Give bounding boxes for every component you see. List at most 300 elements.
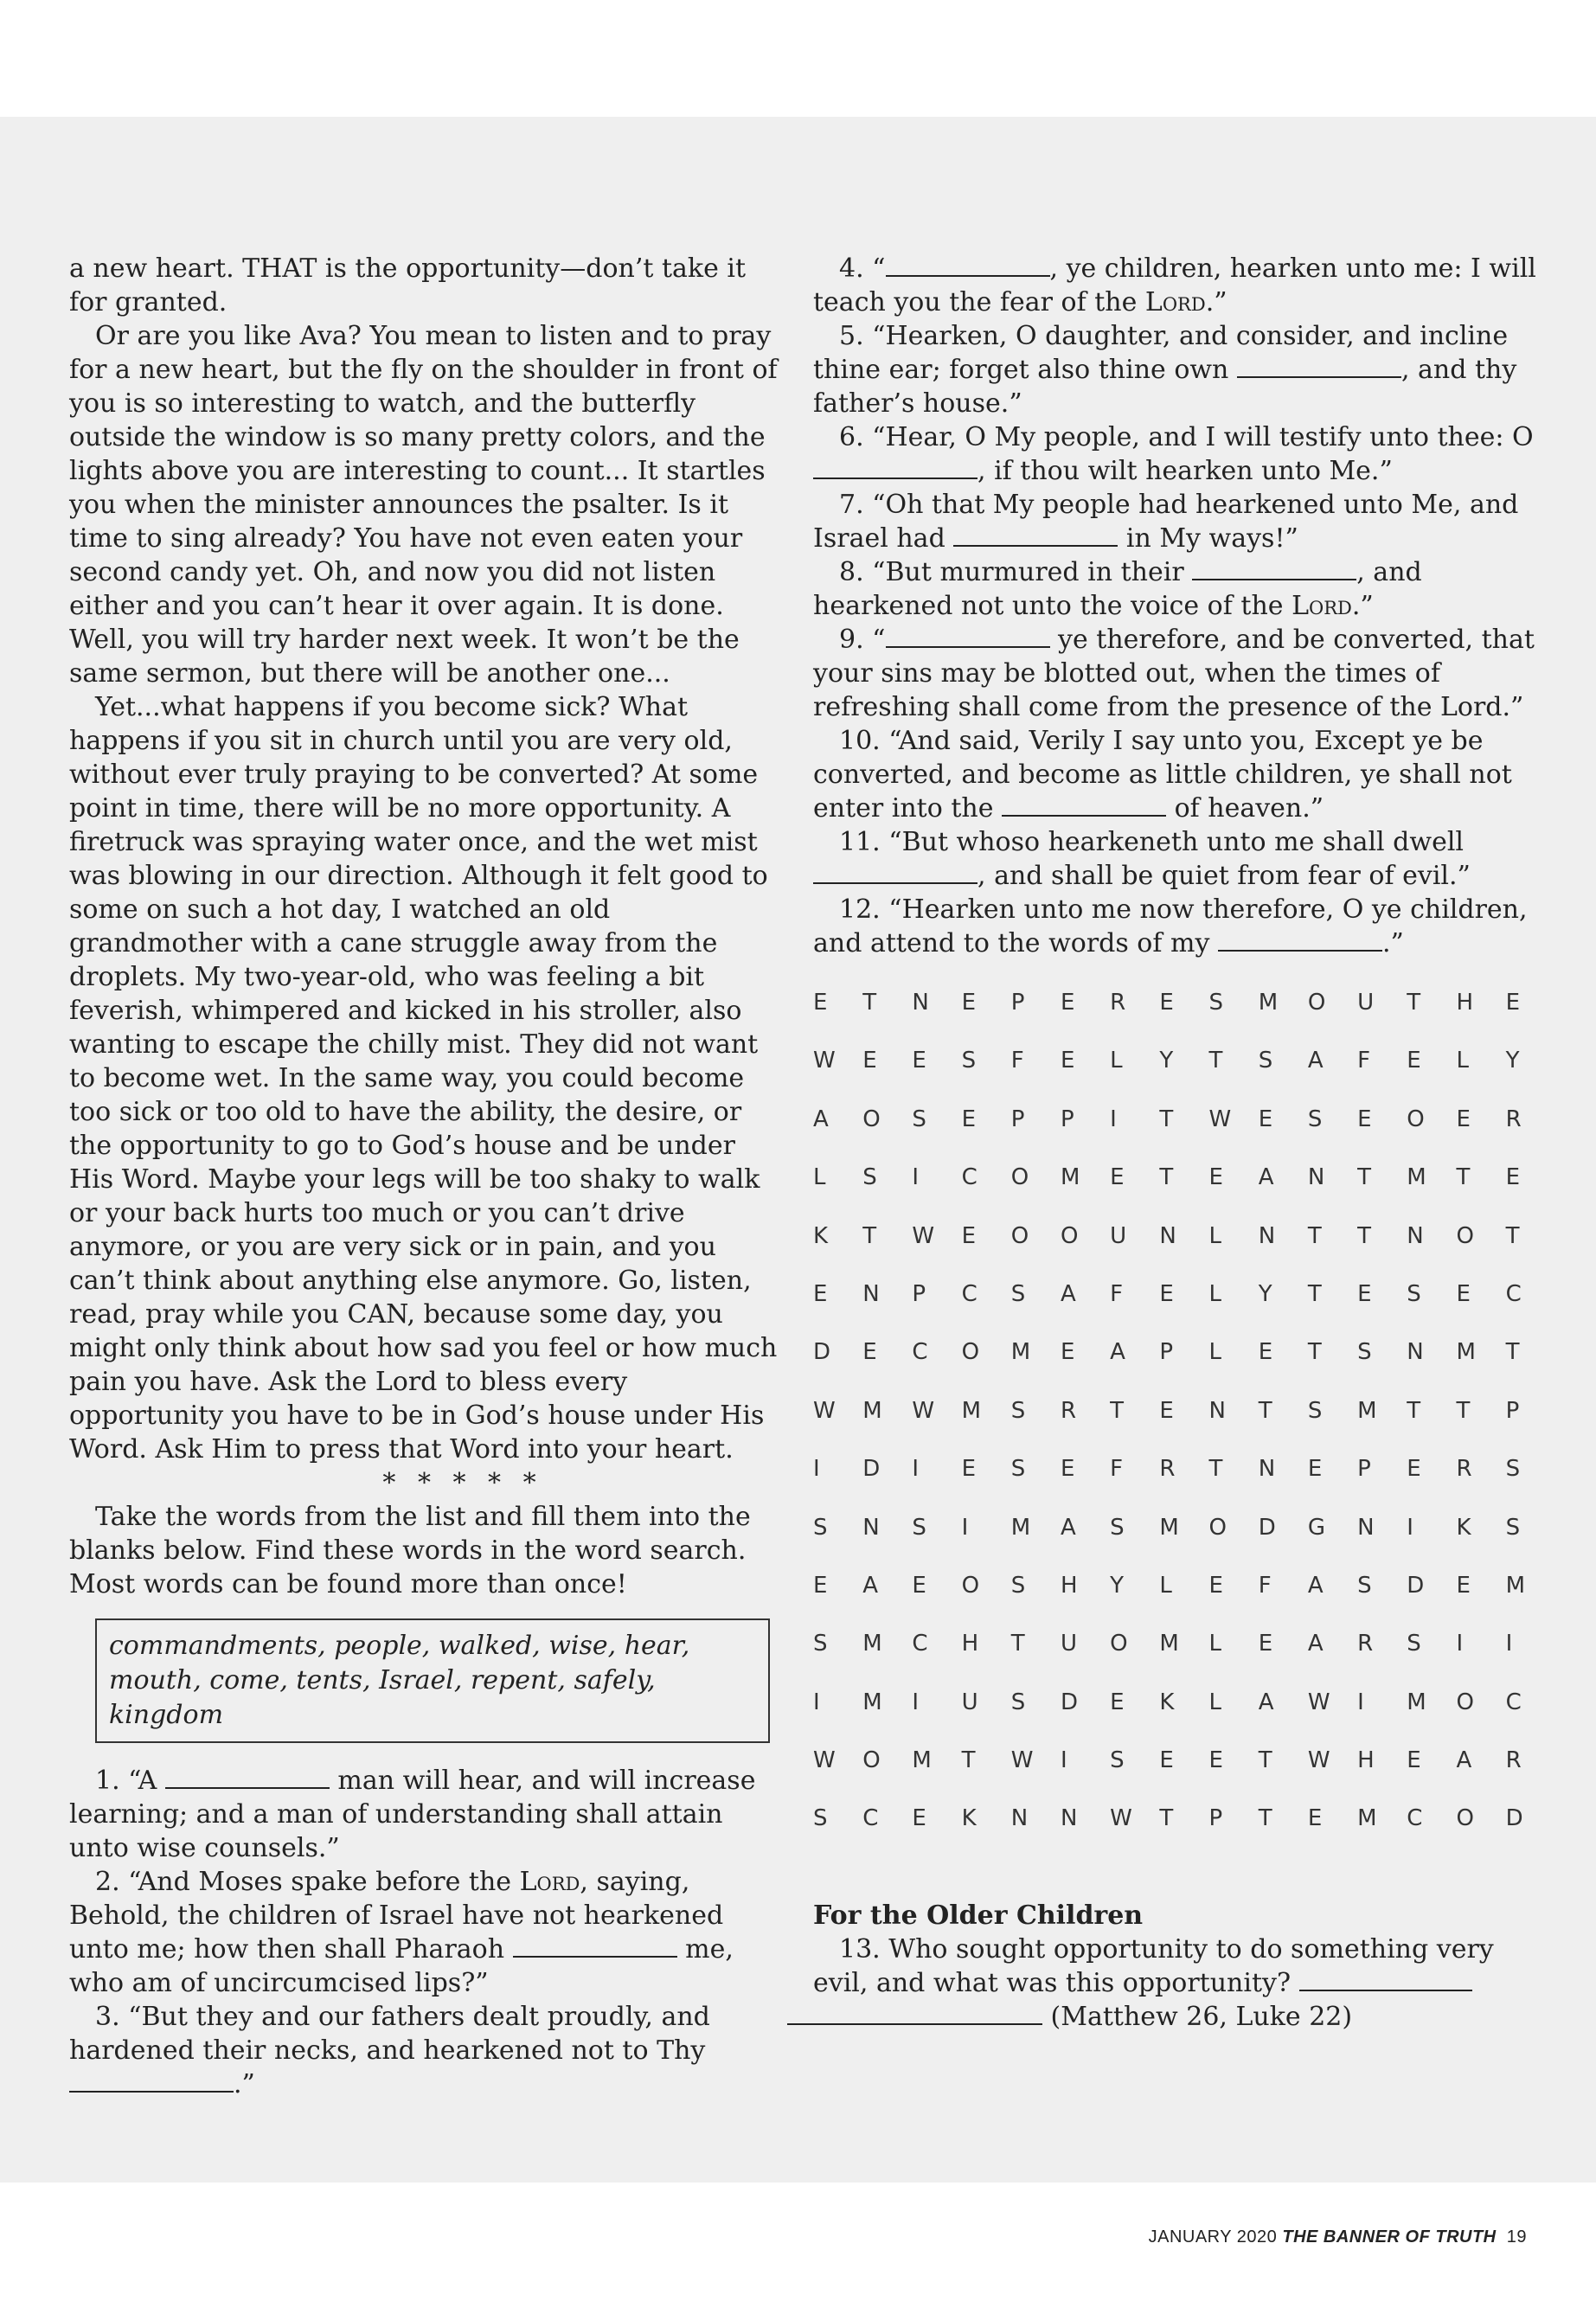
section-divider: * * * * *: [382, 1468, 543, 1498]
grid-letter: C: [1407, 1805, 1423, 1832]
grid-letter: A: [862, 1572, 878, 1599]
grid-letter: W: [912, 1397, 935, 1424]
grid-letter: E: [1110, 1164, 1125, 1191]
grid-letter: K: [1159, 1689, 1175, 1715]
grid-letter: O: [1010, 1222, 1029, 1249]
grid-letter: S: [1258, 1048, 1273, 1074]
answer-blank: [513, 1935, 677, 1958]
grid-letter: S: [1505, 1456, 1521, 1483]
grid-letter: P: [1505, 1397, 1520, 1424]
grid-letter: U: [1110, 1222, 1127, 1249]
paragraph-intro: a new heart. THAT is the opportunity—don’t take it for granted.: [69, 253, 747, 317]
grid-letter: K: [1456, 1514, 1471, 1541]
grid-letter: W: [1010, 1747, 1034, 1774]
grid-letter: T: [1407, 990, 1421, 1016]
grid-letter: A: [1110, 1339, 1125, 1366]
grid-letter: D: [813, 1339, 831, 1366]
page: [0, 117, 1596, 2247]
grid-letter: E: [1357, 1106, 1372, 1132]
grid-letter: W: [1307, 1689, 1330, 1715]
grid-letter: P: [1010, 990, 1025, 1016]
grid-letter: L: [1159, 1572, 1172, 1599]
grid-letter: O: [1456, 1689, 1474, 1715]
grid-letter: S: [1407, 1631, 1421, 1657]
question-2: [69, 1865, 787, 2000]
grid-letter: S: [912, 1514, 926, 1541]
question-3-start: 3. “But they and our fathers dealt proudly, and hardened their necks, and hearkened not to Thy: [69, 2002, 710, 2066]
grid-letter: E: [1407, 1456, 1421, 1483]
answer-blank: [813, 862, 977, 884]
grid-letter: M: [1159, 1631, 1179, 1657]
grid-letter: S: [1307, 1397, 1323, 1424]
grid-letter: Y: [1110, 1572, 1125, 1599]
question-6: [813, 420, 1540, 488]
grid-letter: I: [912, 1689, 920, 1715]
grid-letter: A: [1060, 1280, 1076, 1307]
question-10-end: of heaven.”: [1174, 793, 1324, 824]
grid-letter: T: [1456, 1397, 1471, 1424]
issue-date: JANUARY 2020: [1148, 2227, 1278, 2247]
question-8: [813, 555, 1540, 623]
grid-letter: E: [1159, 1280, 1174, 1307]
question-11-start: 11. “But whoso hearkeneth unto me shall dwell: [839, 827, 1465, 857]
grid-letter: U: [1060, 1631, 1077, 1657]
grid-letter: P: [1208, 1805, 1223, 1832]
grid-letter: M: [862, 1689, 882, 1715]
grid-letter: M: [1456, 1339, 1476, 1366]
question-10-start: 10. “And said, Verily I say unto you, Except ye be converted, and become as little children, ye shall not enter into the: [813, 726, 1512, 824]
grid-letter: S: [813, 1631, 828, 1657]
grid-letter: O: [1060, 1222, 1079, 1249]
question-9: [813, 623, 1540, 724]
grid-letter: S: [1407, 1280, 1421, 1307]
grid-letter: F: [1010, 1048, 1024, 1074]
grid-letter: I: [961, 1514, 969, 1541]
lord-smallcaps: Lord: [1292, 591, 1352, 621]
question-6-end: , if thou wilt hearken unto Me.”: [977, 456, 1393, 486]
grid-letter: M: [1010, 1514, 1031, 1541]
grid-letter: R: [1060, 1397, 1077, 1424]
grid-letter: O: [1010, 1164, 1029, 1191]
question-1: [69, 1764, 787, 1865]
answer-blank: [69, 2070, 234, 2093]
answer-blank: [1192, 558, 1356, 580]
grid-letter: E: [1407, 1048, 1421, 1074]
question-2-start: 2. “And Moses spake before the: [95, 1867, 512, 1897]
grid-letter: E: [1060, 990, 1075, 1016]
question-5-end: , and thy father’s house.”: [813, 355, 1517, 419]
grid-letter: E: [862, 1339, 877, 1366]
grid-letter: T: [1208, 1048, 1223, 1074]
grid-letter: S: [1357, 1339, 1372, 1366]
grid-letter: T: [1357, 1164, 1371, 1191]
question-1-start: 1. “A: [95, 1766, 157, 1796]
grid-letter: A: [1307, 1572, 1324, 1599]
question-6-start: 6. “Hear, O My people, and I will testify unto thee: O: [839, 422, 1534, 452]
grid-letter: A: [1307, 1631, 1324, 1657]
grid-letter: A: [813, 1106, 829, 1132]
grid-letter: T: [1258, 1805, 1272, 1832]
grid-letter: I: [1357, 1689, 1364, 1715]
question-5-start: 5. “Hearken, O daughter, and consider, and incline thine ear; forget also thine own: [813, 321, 1509, 385]
question-5: [813, 319, 1540, 420]
grid-letter: T: [1159, 1805, 1174, 1832]
grid-letter: E: [961, 1456, 976, 1483]
grid-letter: O: [961, 1572, 980, 1599]
grid-letter: E: [912, 1048, 926, 1074]
grid-letter: S: [1208, 990, 1224, 1016]
grid-letter: D: [1258, 1514, 1276, 1541]
grid-letter: M: [1159, 1514, 1179, 1541]
grid-letter: E: [1357, 1280, 1372, 1307]
grid-letter: H: [1357, 1747, 1375, 1774]
question-4-start: 4. “: [839, 253, 886, 284]
grid-letter: E: [813, 990, 828, 1016]
answer-blank: [1218, 929, 1382, 952]
grid-letter: N: [1357, 1514, 1375, 1541]
grid-letter: D: [1505, 1805, 1523, 1832]
grid-letter: P: [1357, 1456, 1371, 1483]
word-search-grid: [813, 986, 1540, 1861]
grid-letter: M: [1357, 1397, 1377, 1424]
grid-letter: Y: [1505, 1048, 1520, 1074]
grid-letter: M: [1505, 1572, 1526, 1599]
grid-letter: S: [1010, 1689, 1026, 1715]
word-list: commandments, people, walked, wise, hear, mouth, come, tents, Israel, repent, safely, kingdom: [109, 1631, 690, 1730]
grid-letter: E: [1159, 1397, 1174, 1424]
grid-letter: Y: [1159, 1048, 1174, 1074]
grid-letter: S: [1010, 1280, 1026, 1307]
grid-letter: T: [1357, 1222, 1371, 1249]
grid-letter: F: [1258, 1572, 1272, 1599]
grid-letter: H: [1060, 1572, 1078, 1599]
question-3-end: .”: [234, 2069, 255, 2099]
grid-letter: E: [1258, 1106, 1273, 1132]
grid-letter: Y: [1258, 1280, 1272, 1307]
answer-blank: [813, 457, 977, 479]
instructions: Take the words from the list and fill them into the blanks below. Find these words in the word search. Most words can be found more than once!: [69, 1502, 751, 1599]
question-9-start: 9. “: [839, 625, 886, 655]
grid-letter: C: [1505, 1280, 1522, 1307]
grid-letter: E: [1208, 1747, 1223, 1774]
grid-letter: G: [1307, 1514, 1326, 1541]
grid-letter: D: [1060, 1689, 1078, 1715]
grid-letter: F: [1357, 1048, 1371, 1074]
grid-letter: N: [1258, 1222, 1276, 1249]
grid-letter: W: [912, 1222, 935, 1249]
grid-letter: P: [1010, 1106, 1025, 1132]
grid-letter: L: [1208, 1339, 1221, 1366]
grid-letter: E: [1258, 1631, 1273, 1657]
grid-letter: T: [862, 990, 877, 1016]
grid-letter: I: [1456, 1631, 1464, 1657]
grid-letter: S: [1307, 1106, 1323, 1132]
answer-blank: [1002, 794, 1166, 817]
question-4-middle: , ye children, hearken unto me: I will teach you the fear of the: [813, 253, 1536, 317]
grid-letter: N: [1407, 1339, 1424, 1366]
older-children-heading: For the Older Children: [813, 1900, 1144, 1931]
question-12: [813, 893, 1540, 960]
grid-letter: E: [1505, 1164, 1521, 1191]
grid-letter: S: [1010, 1397, 1026, 1424]
question-11: [813, 825, 1540, 893]
magazine-title: THE BANNER OF TRUTH: [1282, 2227, 1497, 2247]
question-13: [813, 1932, 1540, 2034]
grid-letter: L: [1208, 1689, 1221, 1715]
grid-letter: N: [862, 1280, 880, 1307]
grid-letter: M: [961, 1397, 981, 1424]
grid-letter: E: [961, 990, 976, 1016]
grid-letter: M: [1407, 1689, 1426, 1715]
grid-letter: N: [1159, 1222, 1176, 1249]
question-10: [813, 724, 1540, 825]
grid-letter: I: [1060, 1747, 1067, 1774]
grid-letter: S: [1010, 1456, 1026, 1483]
grid-letter: R: [1505, 1106, 1522, 1132]
grid-letter: N: [1010, 1805, 1029, 1832]
grid-letter: N: [1307, 1164, 1325, 1191]
grid-letter: W: [813, 1397, 836, 1424]
grid-letter: L: [1456, 1048, 1469, 1074]
grid-letter: K: [961, 1805, 977, 1832]
question-8-middle: , and hearkened not unto the voice of the: [813, 557, 1422, 621]
grid-letter: T: [1505, 1339, 1520, 1366]
word-list-box: [95, 1618, 770, 1743]
grid-letter: D: [862, 1456, 881, 1483]
grid-letter: P: [1060, 1106, 1074, 1132]
grid-letter: L: [813, 1164, 826, 1191]
answer-blank: [787, 2003, 1042, 2025]
grid-letter: T: [1159, 1106, 1174, 1132]
grid-letter: C: [912, 1631, 928, 1657]
grid-letter: R: [1357, 1631, 1374, 1657]
grid-letter: M: [1010, 1339, 1031, 1366]
grid-letter: M: [912, 1747, 932, 1774]
grid-letter: W: [1110, 1805, 1132, 1832]
question-2-middle: , saying, Behold, the children of Israel have not hearkened unto me; how then shall Pharaoh: [69, 1867, 724, 1965]
grid-letter: M: [1357, 1805, 1377, 1832]
grid-letter: I: [1110, 1106, 1117, 1132]
grid-letter: T: [1110, 1397, 1125, 1424]
grid-letter: T: [1307, 1280, 1322, 1307]
grid-letter: T: [1010, 1631, 1025, 1657]
grid-letter: I: [813, 1456, 820, 1483]
grid-letter: E: [1159, 990, 1174, 1016]
grid-letter: R: [1505, 1747, 1522, 1774]
grid-letter: O: [1407, 1106, 1425, 1132]
grid-letter: H: [1456, 990, 1473, 1016]
grid-letter: T: [1159, 1164, 1174, 1191]
grid-letter: E: [1456, 1572, 1471, 1599]
grid-letter: S: [862, 1164, 877, 1191]
grid-letter: N: [1258, 1456, 1276, 1483]
grid-letter: L: [1208, 1631, 1221, 1657]
grid-letter: A: [1307, 1048, 1324, 1074]
grid-letter: O: [1307, 990, 1326, 1016]
question-8-end: .”: [1351, 591, 1374, 621]
grid-letter: E: [912, 1572, 926, 1599]
page-footer: [1149, 2227, 1527, 2247]
grid-letter: W: [1307, 1747, 1330, 1774]
grid-letter: E: [813, 1280, 828, 1307]
grid-letter: U: [961, 1689, 978, 1715]
grid-letter: A: [1258, 1164, 1274, 1191]
grid-letter: S: [1110, 1747, 1125, 1774]
answer-blank: [886, 625, 1050, 648]
grid-letter: E: [1060, 1456, 1075, 1483]
grid-letter: E: [1208, 1164, 1223, 1191]
grid-letter: M: [862, 1631, 882, 1657]
question-7-end: in My ways!”: [1125, 523, 1298, 554]
grid-letter: D: [1407, 1572, 1425, 1599]
grid-letter: E: [813, 1572, 828, 1599]
grid-letter: L: [1208, 1280, 1221, 1307]
grid-letter: I: [1505, 1631, 1513, 1657]
grid-letter: S: [912, 1106, 926, 1132]
grid-letter: O: [1456, 1222, 1474, 1249]
grid-letter: N: [1060, 1805, 1078, 1832]
grid-letter: E: [1505, 990, 1521, 1016]
grid-letter: A: [1258, 1689, 1274, 1715]
grid-letter: E: [912, 1805, 926, 1832]
question-12-end: .”: [1381, 928, 1404, 958]
grid-letter: F: [1110, 1280, 1124, 1307]
grid-letter: P: [912, 1280, 926, 1307]
grid-letter: C: [961, 1280, 977, 1307]
grid-letter: O: [961, 1339, 980, 1366]
grid-letter: R: [1159, 1456, 1176, 1483]
answer-blank: [1299, 1969, 1472, 1991]
grid-letter: I: [912, 1164, 920, 1191]
question-9-end: ye therefore, and be converted, that your sins may be blotted out, when the times of refreshing shall come from the presence of the Lord.”: [813, 625, 1535, 722]
question-13-end: (Matthew 26, Luke 22): [1050, 2001, 1353, 2032]
grid-letter: S: [1505, 1514, 1521, 1541]
grid-letter: N: [912, 990, 929, 1016]
grid-letter: R: [1456, 1456, 1472, 1483]
grid-letter: S: [813, 1805, 828, 1832]
grid-letter: N: [862, 1514, 880, 1541]
lord-smallcaps: Lord: [1144, 287, 1206, 317]
question-11-end: , and shall be quiet from fear of evil.”: [977, 861, 1471, 891]
grid-letter: E: [961, 1222, 976, 1249]
answer-blank: [953, 524, 1118, 547]
right-column: [813, 252, 1540, 2034]
question-2-end: me, who am of uncircumcised lips?”: [69, 1934, 734, 1998]
grid-letter: T: [1208, 1456, 1223, 1483]
grid-letter: T: [1505, 1222, 1520, 1249]
question-4-end: .”: [1205, 287, 1227, 317]
answer-blank: [1237, 356, 1401, 378]
grid-letter: S: [1110, 1514, 1125, 1541]
question-13-start: 13. Who sought opportunity to do something very evil, and what was this opportunity?: [813, 1933, 1494, 1998]
grid-letter: T: [1307, 1339, 1322, 1366]
grid-letter: O: [862, 1747, 881, 1774]
page-number: 19: [1506, 2227, 1527, 2247]
grid-letter: M: [1407, 1164, 1426, 1191]
left-column: [69, 252, 787, 2101]
grid-letter: E: [1258, 1339, 1273, 1366]
paragraph-ava: Or are you like Ava? You mean to listen and to pray for a new heart, but the fly on the shoulder in front of you is so interesting to watch, and the butterfly outside the window is so many pretty colors, and the lights above you are interesting to count... It startles you when the minister announces the psalter. Is it time to sing already? You have not even eaten your second candy yet. Oh, and now you did not listen either and you can’t hear it over again. It is done. Well, you will try harder next week. It won’t be the same sermon, but there will be another one...: [69, 321, 778, 689]
grid-letter: E: [1456, 1106, 1471, 1132]
grid-letter: I: [1407, 1514, 1413, 1541]
grid-letter: E: [1208, 1572, 1223, 1599]
grid-letter: N: [1208, 1397, 1226, 1424]
grid-letter: E: [1307, 1805, 1323, 1832]
grid-letter: I: [813, 1689, 820, 1715]
grid-letter: M: [1060, 1164, 1080, 1191]
lord-smallcaps: Lord: [519, 1867, 580, 1897]
grid-letter: P: [1159, 1339, 1173, 1366]
grid-letter: M: [862, 1397, 882, 1424]
question-7: [813, 488, 1540, 555]
grid-letter: A: [1060, 1514, 1076, 1541]
grid-letter: C: [912, 1339, 928, 1366]
answer-blank: [886, 254, 1050, 277]
grid-letter: T: [862, 1222, 877, 1249]
grid-letter: T: [1258, 1397, 1272, 1424]
grid-letter: N: [1407, 1222, 1424, 1249]
grid-letter: E: [1407, 1747, 1421, 1774]
grid-letter: W: [1208, 1106, 1232, 1132]
question-1-end: man will hear, and will increase learning; and a man of understanding shall attain unto wise counsels.”: [69, 1766, 756, 1863]
grid-letter: S: [961, 1048, 977, 1074]
grid-letter: O: [1110, 1631, 1128, 1657]
question-12-start: 12. “Hearken unto me now therefore, O ye children, and attend to the words of my: [813, 894, 1528, 958]
grid-letter: O: [1208, 1514, 1227, 1541]
grid-letter: O: [862, 1106, 881, 1132]
grid-letter: C: [961, 1164, 977, 1191]
grid-letter: H: [961, 1631, 979, 1657]
grid-letter: W: [813, 1048, 836, 1074]
grid-letter: E: [1060, 1339, 1075, 1366]
grid-letter: E: [1456, 1280, 1471, 1307]
grid-letter: T: [1456, 1164, 1471, 1191]
grid-letter: R: [1110, 990, 1126, 1016]
grid-letter: K: [813, 1222, 829, 1249]
grid-letter: S: [813, 1514, 828, 1541]
grid-letter: T: [1407, 1397, 1421, 1424]
grid-letter: C: [1505, 1689, 1522, 1715]
grid-letter: E: [961, 1106, 976, 1132]
question-8-start: 8. “But murmured in their: [839, 557, 1184, 587]
grid-letter: T: [961, 1747, 976, 1774]
grid-letter: E: [862, 1048, 877, 1074]
grid-letter: E: [1159, 1747, 1174, 1774]
grid-letter: W: [813, 1747, 836, 1774]
grid-letter: T: [1307, 1222, 1322, 1249]
question-7-start: 7. “Oh that My people had hearkened unto Me, and Israel had: [813, 490, 1519, 554]
answer-blank: [165, 1766, 330, 1789]
grid-letter: M: [1258, 990, 1279, 1016]
grid-letter: A: [1456, 1747, 1472, 1774]
paragraph-sick: Yet...what happens if you become sick? What happens if you sit in church until you are very old, without ever truly praying to be converted? At some point in time, there will be no more opportunity. A firetruck was spraying water once, and the wet mist was blowing in our direction. Although it felt good to some on such a hot day, I watched an old grandmother with a cane struggle away from the droplets. My two-year-old, who was feeling a bit feverish, whimpered and kicked in his stroller, also wanting to escape the chilly mist. They did not want to become wet. In the same way, you could become too sick or too old to have the ability, the desire, or the opportunity to go to God’s house and be under His Word. Maybe your legs will be too shaky to walk or your back hurts too much or you can’t drive anymore, or you are very sick or in pain, and you can’t think about anything else anymore. Go, listen, read, pray while you CAN, because some day, you might only think about how sad you feel or how much pain you have. Ask the Lord to bless every opportunity you have to be in God’s house under His Word. Ask Him to press that Word into your heart.: [69, 692, 778, 1465]
grid-letter: O: [1456, 1805, 1474, 1832]
question-4: [813, 252, 1540, 319]
grid-letter: F: [1110, 1456, 1124, 1483]
grid-letter: E: [1060, 1048, 1075, 1074]
grid-letter: U: [1357, 990, 1375, 1016]
grid-letter: E: [1110, 1689, 1125, 1715]
grid-letter: L: [1208, 1222, 1221, 1249]
question-3: [69, 2000, 787, 2101]
grid-letter: T: [1258, 1747, 1272, 1774]
grid-letter: S: [1010, 1572, 1026, 1599]
grid-letter: L: [1110, 1048, 1123, 1074]
grid-letter: I: [912, 1456, 920, 1483]
grid-letter: C: [862, 1805, 879, 1832]
grid-letter: S: [1357, 1572, 1372, 1599]
grid-letter: E: [1307, 1456, 1323, 1483]
